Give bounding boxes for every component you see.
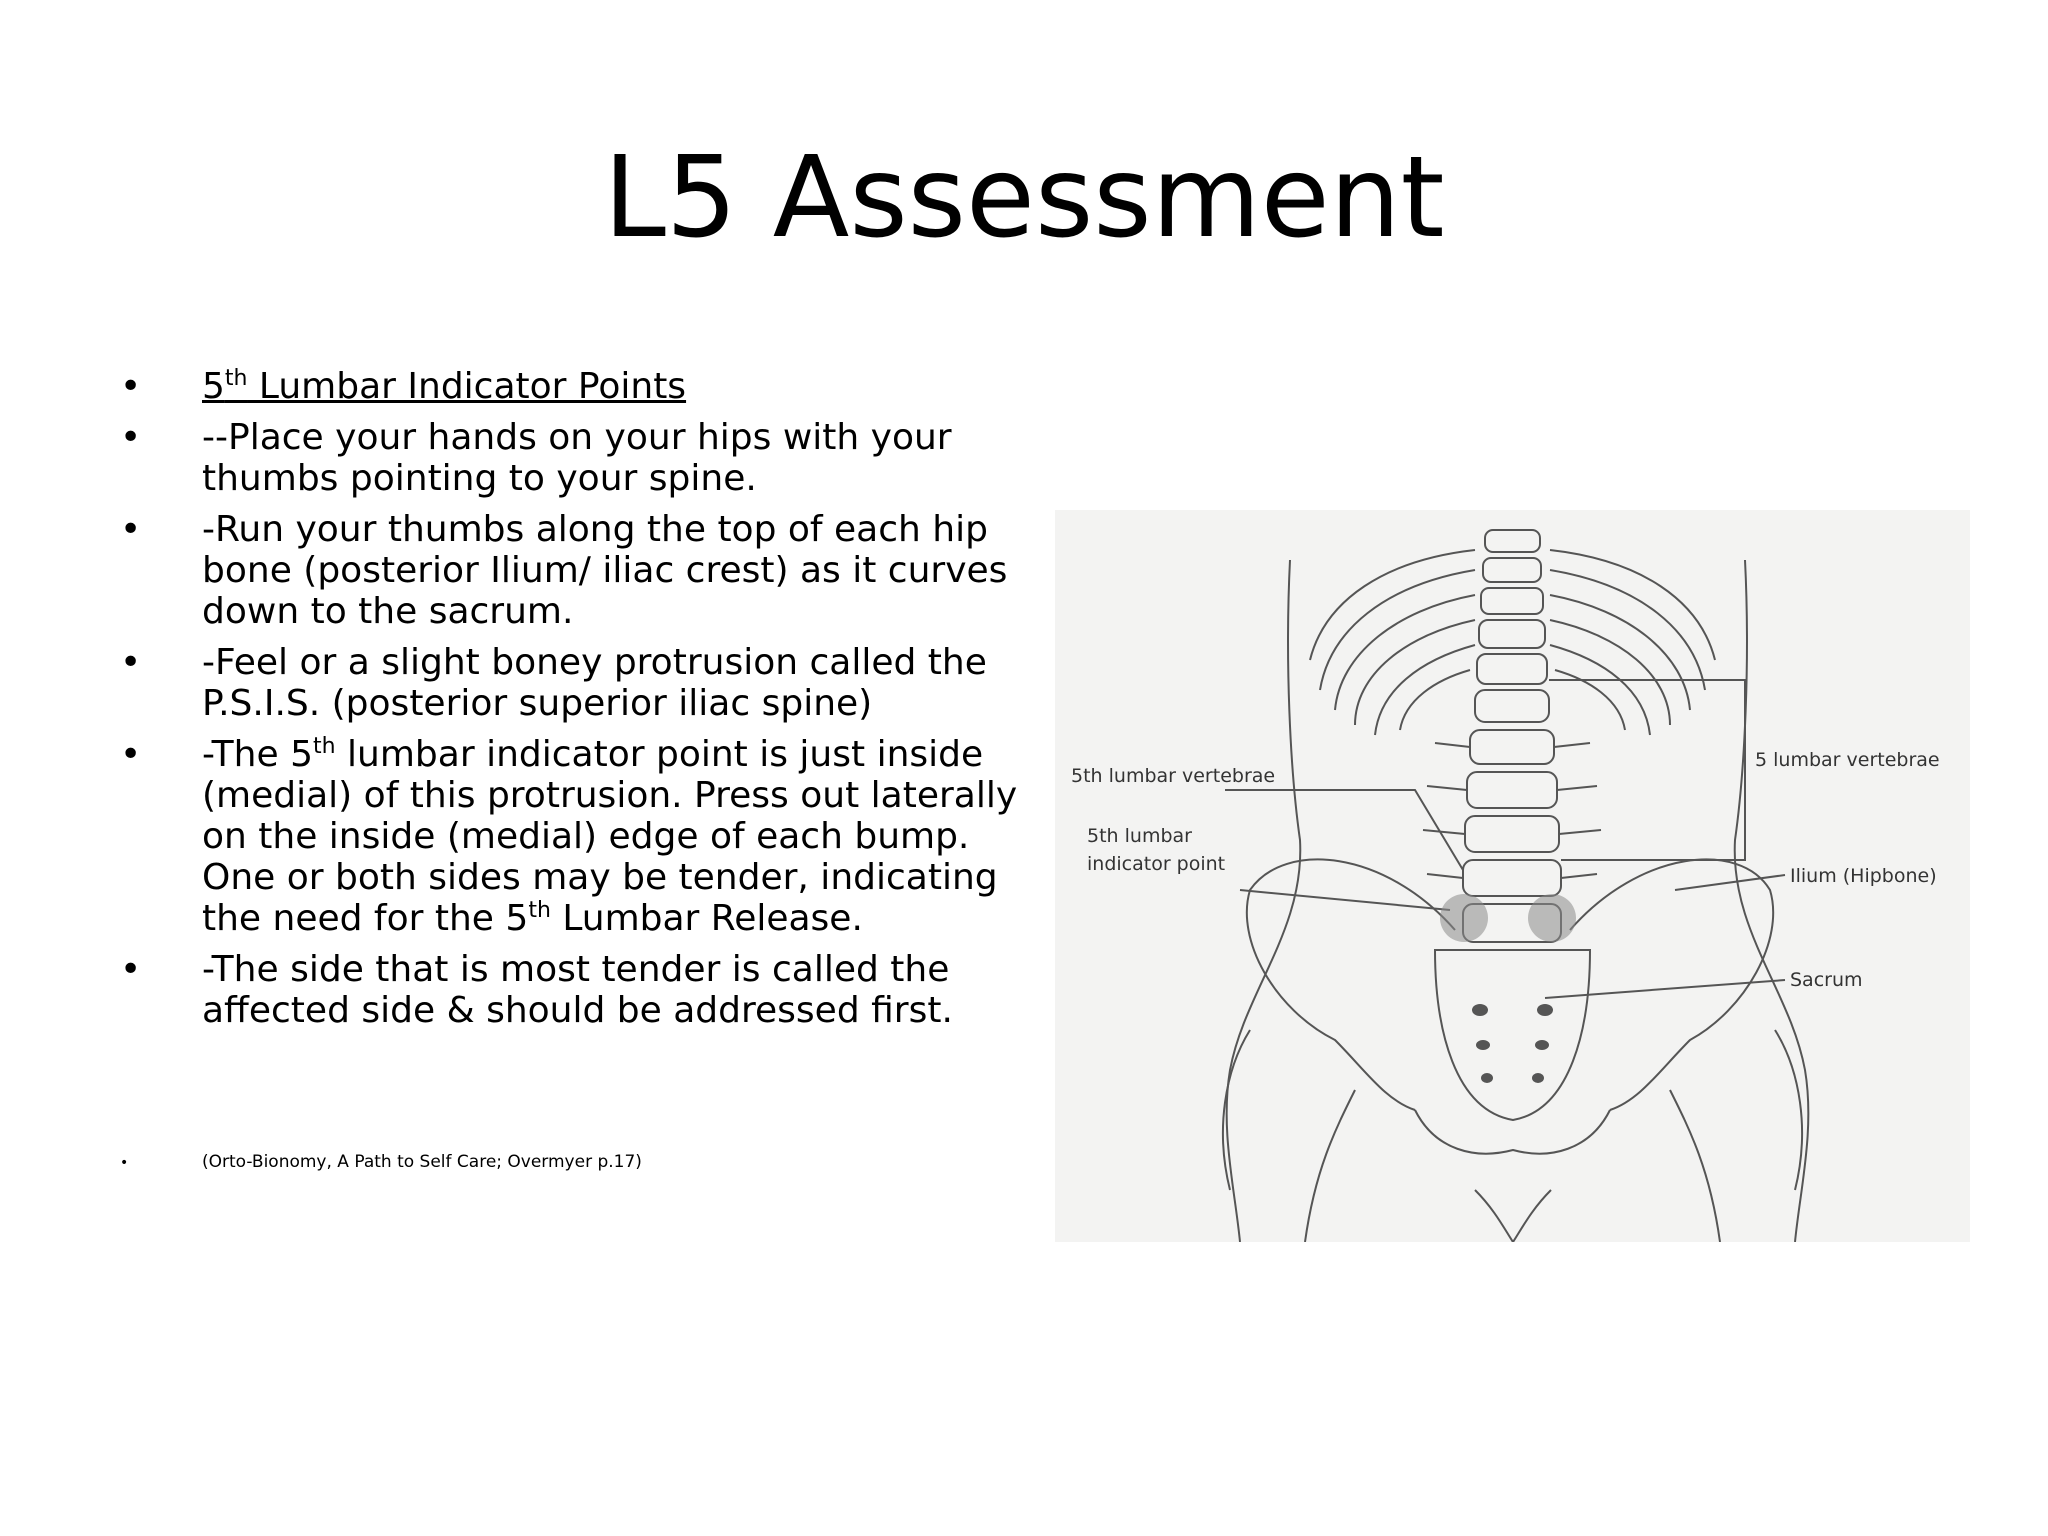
bullet-list [120, 366, 1020, 1041]
lumbar-vertebra [1470, 730, 1554, 764]
vertebra [1481, 588, 1543, 614]
transverse-process [1427, 786, 1597, 790]
indicator-point-right [1528, 894, 1576, 942]
bullet-heading: • 5th Lumbar Indicator Points [120, 366, 687, 407]
lumbar-vertebra [1463, 860, 1561, 896]
pubic-arch [1415, 1110, 1610, 1154]
bullet-glyph: • [120, 509, 142, 550]
leader-sacrum [1545, 980, 1785, 998]
citation: • (Orto-Bionomy, A Path to Self Care; Overmyer p.17) [120, 1150, 642, 1175]
indicator-point-left [1440, 894, 1488, 942]
label-indicator-point-line2: indicator point [1087, 853, 1226, 875]
lumbar-vertebra [1465, 816, 1559, 852]
ilium-right [1570, 859, 1773, 1110]
bullet-glyph: • [120, 642, 142, 683]
transverse-process [1435, 743, 1590, 747]
rib [1400, 670, 1470, 730]
transverse-process [1427, 874, 1597, 878]
label-ilium: Ilium (Hipbone) [1790, 865, 1937, 887]
vertebra [1483, 558, 1541, 582]
bullet-item: • -Run your thumbs along the top of each hip bone (posterior Ilium/ iliac crest) as it curves down to the sacrum. [120, 509, 1008, 632]
label-5th-lumbar-vertebrae: 5th lumbar vertebrae [1071, 765, 1276, 787]
bullet-glyph: • [120, 417, 142, 458]
ilium-left [1247, 859, 1455, 1110]
rib [1550, 570, 1705, 690]
sacral-foramina [1472, 1004, 1553, 1083]
bullet-item: • -The side that is most tender is called the affected side & should be addressed first. [120, 949, 953, 1031]
bullet-glyph: • [120, 734, 142, 775]
vertebra [1475, 690, 1549, 722]
body-outline-left [1227, 560, 1301, 1242]
sacrum-outline [1435, 950, 1590, 1120]
label-indicator-point-line1: 5th lumbar [1087, 825, 1192, 847]
anatomy-drawing [1055, 510, 1970, 1242]
femur-right [1775, 1030, 1802, 1190]
rib [1320, 570, 1475, 690]
bullet-glyph: • [120, 1155, 129, 1171]
pelvic-floor [1475, 1190, 1551, 1242]
vertebra [1485, 530, 1540, 552]
lumbar-vertebra [1467, 772, 1557, 808]
transverse-process [1423, 830, 1601, 834]
vertebra [1479, 620, 1545, 648]
leader-indicator-point [1240, 890, 1450, 910]
bullet-glyph: • [120, 949, 142, 990]
rib [1310, 550, 1475, 660]
bullet-item: • --Place your hands on your hips with your thumbs pointing to your spine. [120, 417, 952, 499]
bullet-item: • -The 5th lumbar indicator point is just inside (medial) of this protrusion. Press out laterally on the inside (medial) edge of each bump. One or both sides may be tender, indicating the need for the 5th Lumbar Release. [120, 734, 1018, 939]
bullet-item: • -Feel or a slight boney protrusion called the P.S.I.S. (posterior superior iliac spine) [120, 642, 987, 724]
rib [1550, 550, 1715, 660]
femur-right-inner [1670, 1090, 1720, 1242]
vertebra [1477, 654, 1547, 684]
slide-title: L5 Assessment [603, 133, 1445, 263]
label-5-lumbar-vertebrae: 5 lumbar vertebrae [1755, 749, 1940, 771]
label-sacrum: Sacrum [1790, 969, 1863, 991]
spine-pelvis-illustration [1055, 510, 1970, 1242]
bullet-glyph: • [120, 366, 142, 407]
femur-left-inner [1305, 1090, 1355, 1242]
